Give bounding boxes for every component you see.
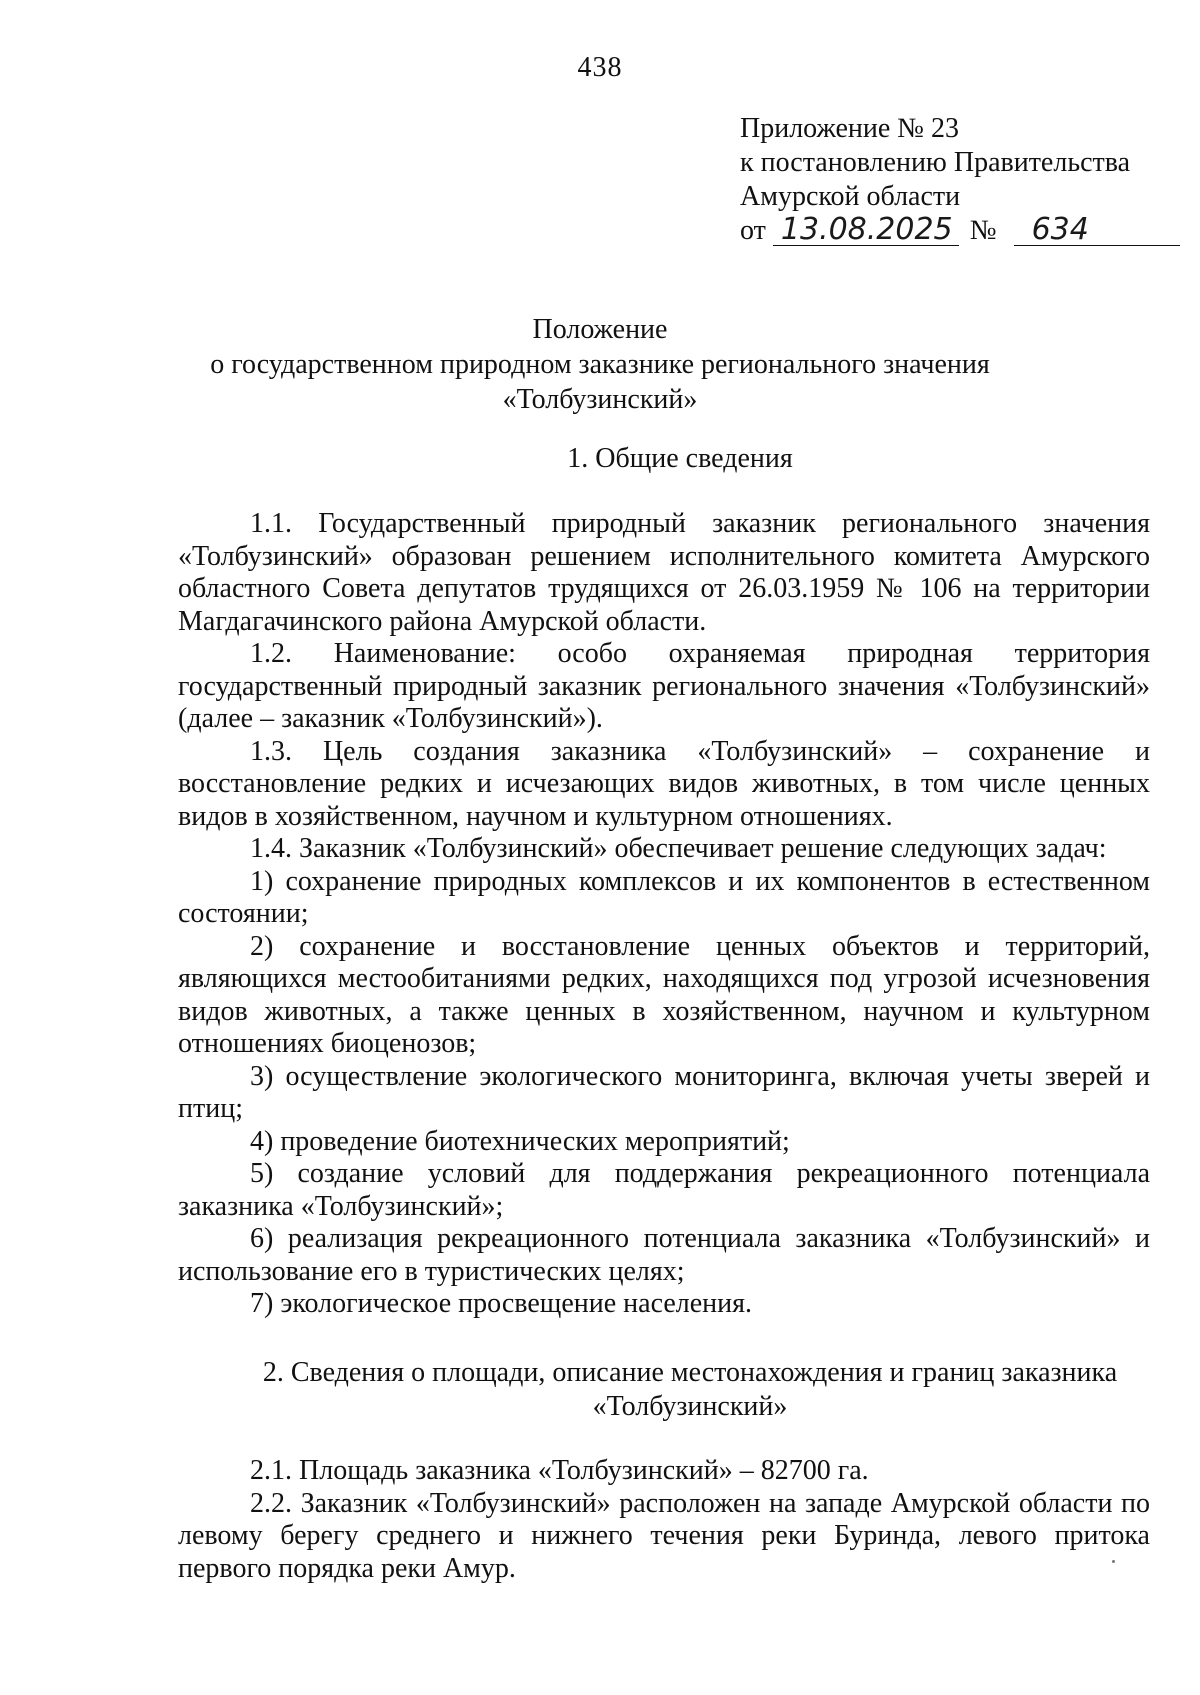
paragraph: 1.2. Наименование: особо охраняемая природная территория государственный природный заказник регионального значения «Толбузинский» (далее – заказник «Толбузинский»). — [178, 638, 1150, 734]
title-line-2: о государственном природном заказнике регионального значения — [210, 349, 990, 380]
appendix-line-1: Приложение № 23 — [740, 113, 959, 144]
paragraph: 1.3. Цель создания заказника «Толбузинский» – сохранение и восстановление редких и исчезающих видов животных, в том числе ценных видов в хозяйственном, научном и культурном отношениях. — [178, 735, 1150, 832]
handwritten-date: 13.08.2025 — [773, 215, 959, 246]
list-item: 1) сохранение природных комплексов и их компонентов в естественном состоянии; — [178, 865, 1150, 929]
appendix-block — [740, 112, 1170, 248]
date-prefix: от — [740, 215, 766, 246]
section-2-body — [178, 1455, 1150, 1585]
paragraph: 2.2. Заказник «Толбузинский» расположен на западе Амурской области по левому берегу среднего и нижнего течения реки Буринда, левого притока первого порядка реки Амур. — [178, 1487, 1150, 1584]
list-item: 5) создание условий для поддержания рекреационного потенциала заказника «Толбузинский»; — [178, 1158, 1150, 1222]
document-title — [60, 312, 1140, 417]
list-item: 2) сохранение и восстановление ценных объектов и территорий, являющихся местообитаниями редких, находящихся под угрозой исчезновения видов животных, а также ценных в хозяйственном, научном и культурном отношениях биоценозов; — [178, 930, 1150, 1059]
appendix-line-2: к постановлению Правительства — [740, 147, 1131, 178]
list-item: 4) проведение биотехнических мероприятий; — [250, 1125, 790, 1157]
section-2-heading-line-1: 2. Сведения о площади, описание местонахождения и границ заказника — [262, 1357, 1118, 1388]
section-2-heading — [200, 1356, 1180, 1424]
list-item: 7) экологическое просвещение населения. — [250, 1288, 753, 1319]
paragraph: 1.4. Заказник «Толбузинский» обеспечивает решение следующих задач: — [250, 833, 1107, 864]
number-label: № — [969, 215, 997, 246]
title-line-3: «Толбузинский» — [502, 384, 698, 415]
handwritten-number: 634 — [1014, 215, 1180, 246]
title-line-1: Положение — [532, 314, 668, 345]
paragraph: 2.1. Площадь заказника «Толбузинский» – 82700 га. — [250, 1455, 869, 1486]
scan-speck — [1112, 1560, 1115, 1563]
appendix-line-3: Амурской области — [740, 181, 961, 212]
section-2-heading-line-2: «Толбузинский» — [592, 1391, 788, 1422]
page-number: 438 — [577, 52, 623, 83]
section-1-heading: 1. Общие сведения — [567, 443, 793, 474]
paragraph: 1.1. Государственный природный заказник регионального значения «Толбузинский» образован решением исполнительного комитета Амурского областного Совета депутатов трудящихся от 26.03.1959 № 106 на территории Магдагачинского района Амурской области. — [178, 508, 1150, 637]
list-item: 3) осуществление экологического мониторинга, включая учеты зверей и птиц; — [178, 1060, 1150, 1124]
list-item: 6) реализация рекреационного потенциала заказника «Толбузинский» и использование его в туристических целях; — [178, 1223, 1150, 1287]
appendix-date-row — [740, 214, 1170, 248]
section-1-body — [178, 508, 1150, 1321]
